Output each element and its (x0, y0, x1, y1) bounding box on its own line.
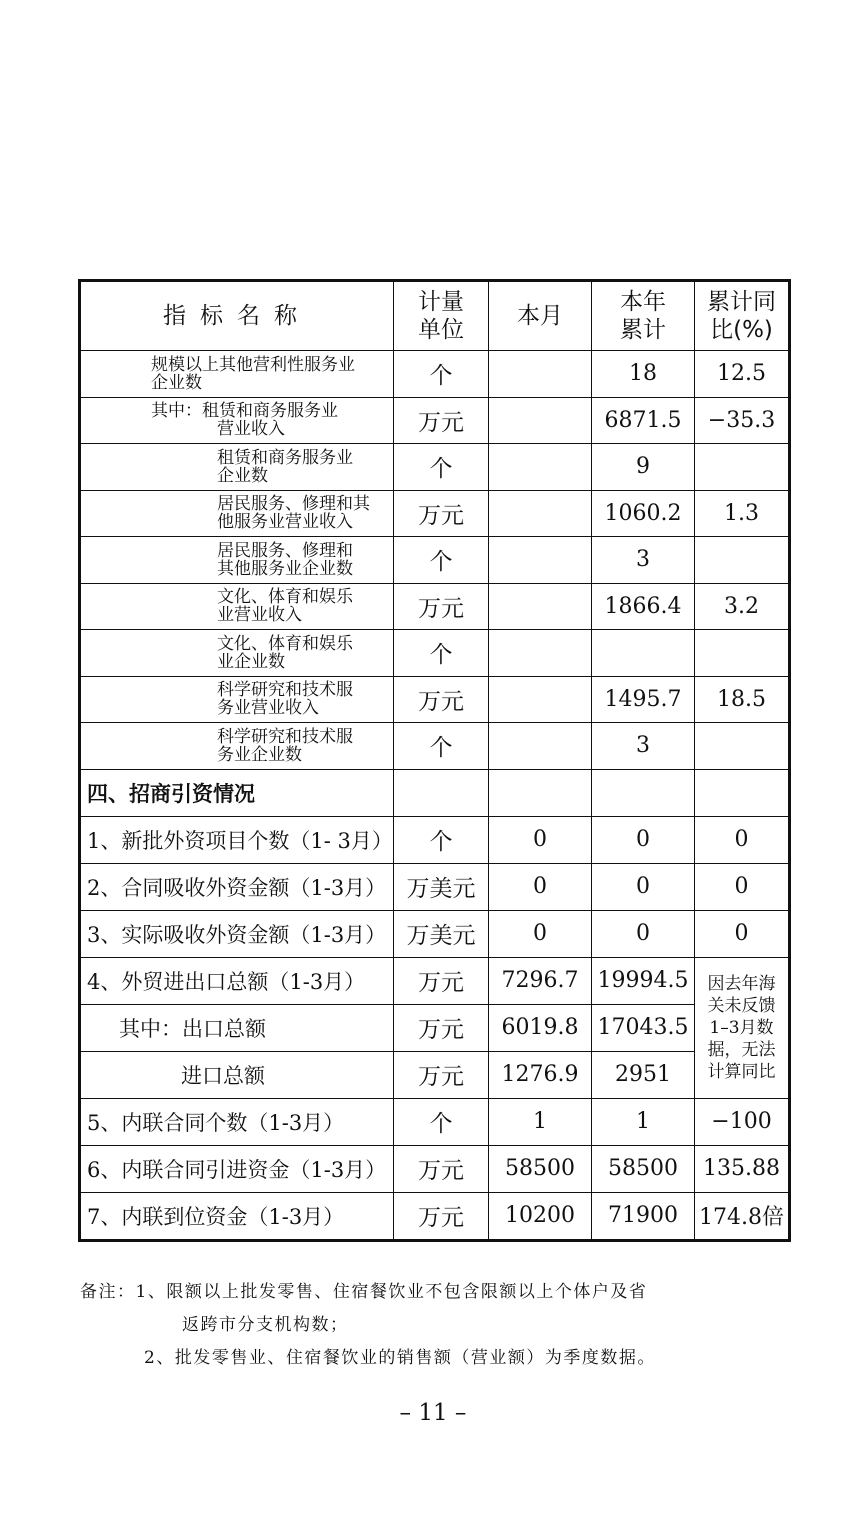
table-row (80, 676, 790, 723)
row-unit: 万元 (394, 1051, 489, 1098)
row-yoy: 18.5 (695, 676, 790, 723)
empty-cell (489, 769, 592, 816)
table-row (80, 537, 790, 584)
row-name: 4、外贸进出口总额（1-3月） (80, 957, 394, 1004)
row-month (489, 537, 592, 584)
row-unit: 万元 (394, 490, 489, 537)
row-yoy (695, 630, 790, 677)
row-month: 0 (489, 816, 592, 863)
row-yoy: 0 (695, 910, 790, 957)
row-name: 2、合同吸收外资金额（1-3月） (80, 863, 394, 910)
row-yoy: 0 (695, 816, 790, 863)
empty-cell (695, 769, 790, 816)
row-month (489, 444, 592, 491)
row-ytd: 3 (592, 537, 695, 584)
row-unit: 万元 (394, 676, 489, 723)
row-ytd (592, 630, 695, 677)
row-yoy (695, 537, 790, 584)
footnote-line: 备注：1、限额以上批发零售、住宿餐饮业不包含限额以上个体户及省 (80, 1282, 648, 1302)
row-unit: 万元 (394, 583, 489, 630)
row-ytd: 1866.4 (592, 583, 695, 630)
row-name: 居民服务、修理和 其他服务业企业数 (80, 537, 394, 584)
row-month (489, 490, 592, 537)
table-row (80, 863, 790, 910)
table-row (80, 1051, 790, 1098)
row-unit: 万美元 (394, 910, 489, 957)
row-ytd: 6871.5 (592, 397, 695, 444)
row-yoy: 3.2 (695, 583, 790, 630)
row-unit: 个 (394, 444, 489, 491)
table-row (80, 630, 790, 677)
row-ytd: 9 (592, 444, 695, 491)
empty-cell (394, 769, 489, 816)
row-month: 1276.9 (489, 1051, 592, 1098)
header-month: 本月 (489, 281, 592, 351)
row-month: 6019.8 (489, 1004, 592, 1051)
row-name: 文化、体育和娱乐 业营业收入 (80, 583, 394, 630)
empty-cell (592, 769, 695, 816)
row-yoy: −100 (695, 1098, 790, 1145)
row-ytd: 17043.5 (592, 1004, 695, 1051)
row-ytd: 1060.2 (592, 490, 695, 537)
row-ytd: 0 (592, 816, 695, 863)
table-row (80, 397, 790, 444)
table-row (80, 816, 790, 863)
row-ytd: 0 (592, 863, 695, 910)
row-name: 文化、体育和娱乐 业企业数 (80, 630, 394, 677)
table-row (80, 583, 790, 630)
row-unit: 万元 (394, 397, 489, 444)
row-yoy: −35.3 (695, 397, 790, 444)
row-unit: 个 (394, 630, 489, 677)
row-month: 0 (489, 863, 592, 910)
row-unit: 万元 (394, 1192, 489, 1240)
row-unit: 万元 (394, 957, 489, 1004)
row-name: 其中：出口总额 (80, 1004, 394, 1051)
row-ytd: 71900 (592, 1192, 695, 1240)
row-unit: 万美元 (394, 863, 489, 910)
row-unit: 个 (394, 351, 489, 398)
row-name: 其中：租赁和商务服务业 营业收入 (80, 397, 394, 444)
row-month (489, 723, 592, 770)
row-ytd: 0 (592, 910, 695, 957)
row-name: 7、内联到位资金（1-3月） (80, 1192, 394, 1240)
row-unit: 个 (394, 537, 489, 584)
row-ytd: 3 (592, 723, 695, 770)
row-month (489, 583, 592, 630)
header-unit: 计量 单位 (394, 281, 489, 351)
section-title: 四、招商引资情况 (80, 769, 394, 816)
row-yoy (695, 444, 790, 491)
row-month (489, 676, 592, 723)
header-indicator-name: 指标名称 (80, 281, 394, 351)
row-yoy: 12.5 (695, 351, 790, 398)
page-number: – 11 – (399, 1400, 467, 1426)
row-ytd: 58500 (592, 1145, 695, 1192)
section-row (80, 769, 790, 816)
footnotes (80, 1276, 800, 1375)
row-month (489, 630, 592, 677)
table-row (80, 351, 790, 398)
table-row (80, 1098, 790, 1145)
row-month: 0 (489, 910, 592, 957)
table-row (80, 1192, 790, 1240)
row-name: 居民服务、修理和其 他服务业营业收入 (80, 490, 394, 537)
row-yoy: 1.3 (695, 490, 790, 537)
table-row (80, 1004, 790, 1051)
row-name: 6、内联合同引进资金（1-3月） (80, 1145, 394, 1192)
row-name: 5、内联合同个数（1-3月） (80, 1098, 394, 1145)
row-yoy: 174.8倍 (695, 1192, 790, 1240)
row-unit: 万元 (394, 1145, 489, 1192)
footnote-line: 2、批发零售业、住宿餐饮业的销售额（营业额）为季度数据。 (144, 1348, 656, 1368)
table-row (80, 910, 790, 957)
row-unit: 个 (394, 723, 489, 770)
row-ytd: 18 (592, 351, 695, 398)
row-month: 58500 (489, 1145, 592, 1192)
row-yoy: 0 (695, 863, 790, 910)
row-month (489, 351, 592, 398)
row-month: 7296.7 (489, 957, 592, 1004)
table-header-row (80, 281, 790, 351)
row-ytd: 2951 (592, 1051, 695, 1098)
row-month: 10200 (489, 1192, 592, 1240)
row-ytd: 1495.7 (592, 676, 695, 723)
table-row (80, 957, 790, 1004)
row-unit: 万元 (394, 1004, 489, 1051)
row-name: 3、实际吸收外资金额（1-3月） (80, 910, 394, 957)
trade-yoy-note: 因去年海 关未反馈 1–3月数 据，无法 计算同比 (695, 957, 790, 1098)
row-month: 1 (489, 1098, 592, 1145)
row-yoy (695, 723, 790, 770)
row-month (489, 397, 592, 444)
row-name: 科学研究和技术服 务业企业数 (80, 723, 394, 770)
row-unit: 个 (394, 816, 489, 863)
table-row (80, 444, 790, 491)
table-row (80, 1145, 790, 1192)
table-row (80, 490, 790, 537)
row-name: 租赁和商务服务业 企业数 (80, 444, 394, 491)
footnote-line: 返跨市分支机构数； (182, 1315, 349, 1335)
row-name: 1、新批外资项目个数（1- 3月） (80, 816, 394, 863)
header-yoy: 累计同 比(%) (695, 281, 790, 351)
row-ytd: 1 (592, 1098, 695, 1145)
row-yoy: 135.88 (695, 1145, 790, 1192)
row-name: 规模以上其他营利性服务业 企业数 (80, 351, 394, 398)
row-ytd: 19994.5 (592, 957, 695, 1004)
header-ytd: 本年 累计 (592, 281, 695, 351)
statistics-table (78, 279, 791, 1242)
row-name: 科学研究和技术服 务业营业收入 (80, 676, 394, 723)
row-unit: 个 (394, 1098, 489, 1145)
table-row (80, 723, 790, 770)
row-name: 进口总额 (80, 1051, 394, 1098)
